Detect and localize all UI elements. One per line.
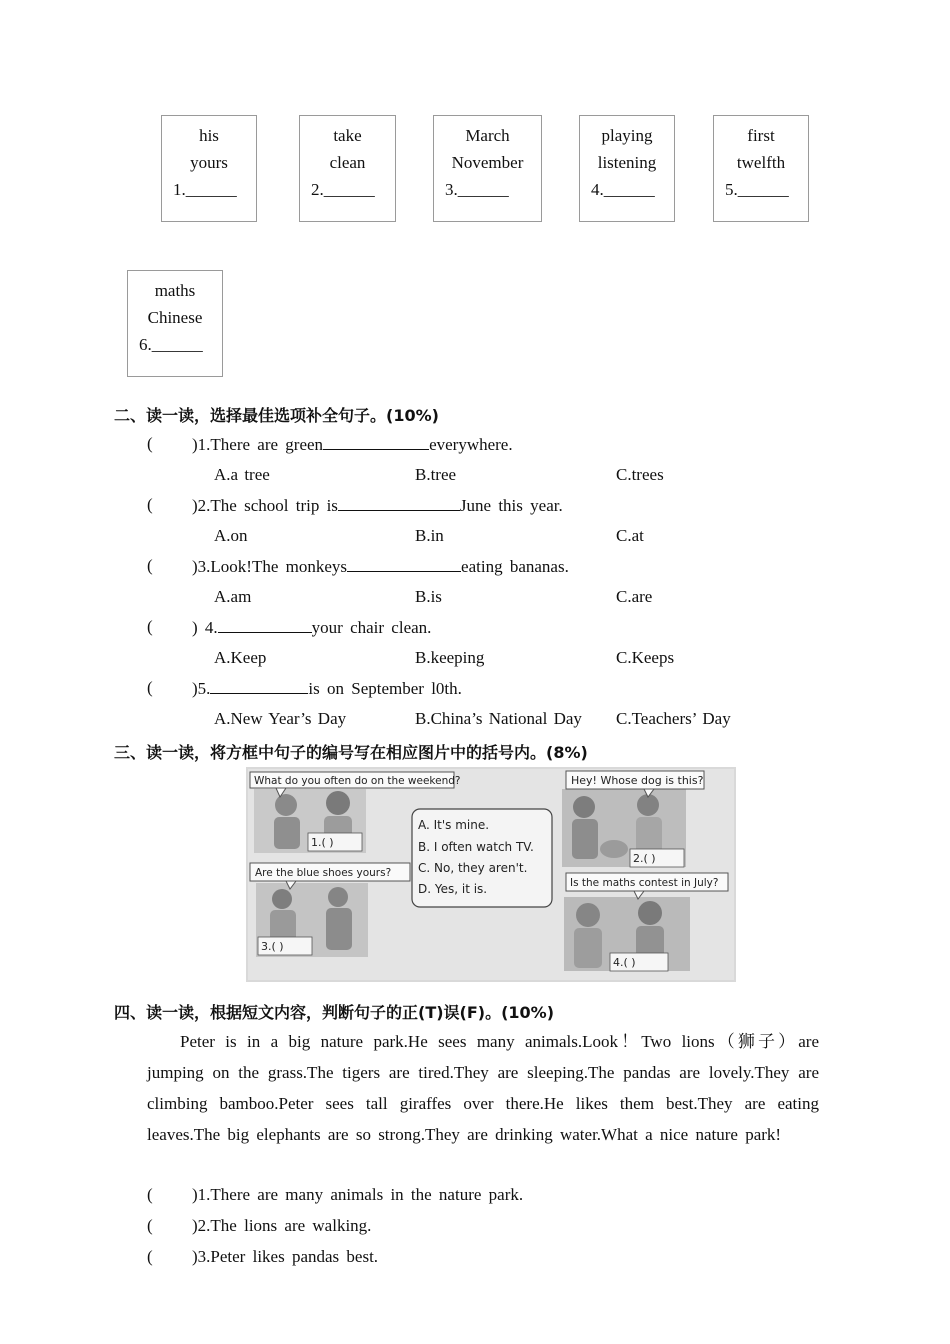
question-3 <box>192 556 569 577</box>
word-box-3 <box>433 115 542 222</box>
question-stem-after: June this year. <box>459 496 563 515</box>
question-stem: )5. <box>192 679 211 698</box>
answer-paren: ( <box>147 617 153 636</box>
comic-picture <box>246 767 736 982</box>
word-box-6 <box>127 270 223 377</box>
answer-blank <box>347 556 461 572</box>
option-c: C.Teachers’ Day <box>616 709 731 728</box>
answer-paren: ( <box>147 556 153 575</box>
word-box-word: his <box>199 126 219 145</box>
statement-2: )2.The lions are walking. <box>192 1216 372 1235</box>
section3-heading: 三、读一读，将方框中句子的编号写在相应图片中的括号内。(8%) <box>114 743 588 762</box>
answer-paren: ( <box>147 1247 153 1266</box>
option-a-text: A. It's mine. <box>418 818 490 832</box>
question-stem: )3.Look!The monkeys <box>192 557 348 576</box>
question-1 <box>192 434 513 455</box>
answer-paren: ( <box>147 678 153 697</box>
word-box-word: first <box>747 126 775 145</box>
word-box-word: November <box>451 153 524 172</box>
option-b: B.China’s National Day <box>415 709 582 728</box>
option-a: A.New Year’s Day <box>214 709 347 728</box>
option-c: C.trees <box>616 465 664 484</box>
bubble-text-4: Is the maths contest in July? <box>570 877 719 889</box>
option-b-text: B. I often watch TV. <box>418 840 534 854</box>
answer-blank <box>323 434 429 450</box>
question-stem: )2.The school trip is <box>192 496 338 515</box>
section4-heading: 四、读一读，根据短文内容，判断句子的正(T)误(F)。(10%) <box>114 1003 555 1022</box>
question-stem-after: everywhere. <box>429 435 513 454</box>
word-box-word: clean <box>329 153 366 172</box>
answer-slot-1: 1.( ) <box>311 836 334 849</box>
word-box-1 <box>161 115 257 222</box>
word-box-word: maths <box>154 281 196 300</box>
option-b: B.tree <box>415 465 457 484</box>
option-c: C.Keeps <box>616 648 675 667</box>
option-c: C.are <box>616 587 653 606</box>
word-box-word: yours <box>190 153 228 172</box>
answer-paren: ( <box>147 495 153 514</box>
option-d-text: D. Yes, it is. <box>418 882 488 896</box>
word-box-2 <box>299 115 396 222</box>
passage-text: Peter is in a big nature park.He sees many animals.Look！Two lions（狮子）are jumping on the grass.The tigers are tired.They are sleeping.The pandas are lovely.They are climbing bamboo.Peter sees tall giraffes over there.He likes them best.They are eating leaves.The big elephants are so strong.They are drinking water.What a nice nature park! <box>147 1032 819 1144</box>
word-box-word: twelfth <box>736 153 786 172</box>
option-b: B.keeping <box>415 648 485 667</box>
option-a: A.am <box>214 587 252 606</box>
word-box-word: Chinese <box>147 308 203 327</box>
section2-heading: 二、读一读，选择最佳选项补全句子。(10%) <box>114 406 439 425</box>
word-box-blank: 5.______ <box>725 180 789 199</box>
question-5 <box>192 678 462 699</box>
options-box <box>412 809 552 907</box>
word-box-blank: 1.______ <box>173 180 237 199</box>
question-stem-after: your chair clean. <box>311 618 432 637</box>
statement-1: )1.There are many animals in the nature park. <box>192 1185 524 1204</box>
answer-slot-3: 3.( ) <box>261 940 284 953</box>
word-box-blank: 2.______ <box>311 180 375 199</box>
option-b: B.in <box>415 526 444 545</box>
answer-blank <box>218 617 312 633</box>
word-box-word: listening <box>597 153 657 172</box>
answer-paren: ( <box>147 1216 153 1235</box>
bubble-text-3: Are the blue shoes yours? <box>255 867 392 879</box>
option-a: A.Keep <box>214 648 267 667</box>
option-a: A.a tree <box>214 465 270 484</box>
option-b: B.is <box>415 587 442 606</box>
word-box-blank: 3.______ <box>445 180 509 199</box>
word-box-blank: 4.______ <box>591 180 655 199</box>
question-stem-after: is on September l0th. <box>308 679 462 698</box>
question-stem: )1.There are green <box>192 435 324 454</box>
answer-slot-4: 4.( ) <box>613 956 636 969</box>
option-c-text: C. No, they aren't. <box>418 861 528 875</box>
bubble-text-1: What do you often do on the weekend? <box>254 775 461 787</box>
word-box-4 <box>579 115 675 222</box>
word-box-word: March <box>465 126 510 145</box>
answer-blank <box>210 678 308 694</box>
option-a: A.on <box>214 526 248 545</box>
reading-passage <box>147 1026 819 1150</box>
word-box-5 <box>713 115 809 222</box>
question-stem: ) 4. <box>192 618 218 637</box>
answer-paren: ( <box>147 434 153 453</box>
bubble-text-2: Hey! Whose dog is this? <box>571 774 704 787</box>
word-box-blank: 6.______ <box>139 335 203 354</box>
option-c: C.at <box>616 526 644 545</box>
answer-slot-2: 2.( ) <box>633 852 656 865</box>
question-2 <box>192 495 563 516</box>
word-box-word: playing <box>601 126 653 145</box>
question-4 <box>192 617 431 638</box>
panel-2 <box>562 771 704 867</box>
answer-paren: ( <box>147 1185 153 1204</box>
word-box-word: take <box>333 126 362 145</box>
question-stem-after: eating bananas. <box>461 557 569 576</box>
statement-3: )3.Peter likes pandas best. <box>192 1247 379 1266</box>
answer-blank <box>338 495 460 511</box>
